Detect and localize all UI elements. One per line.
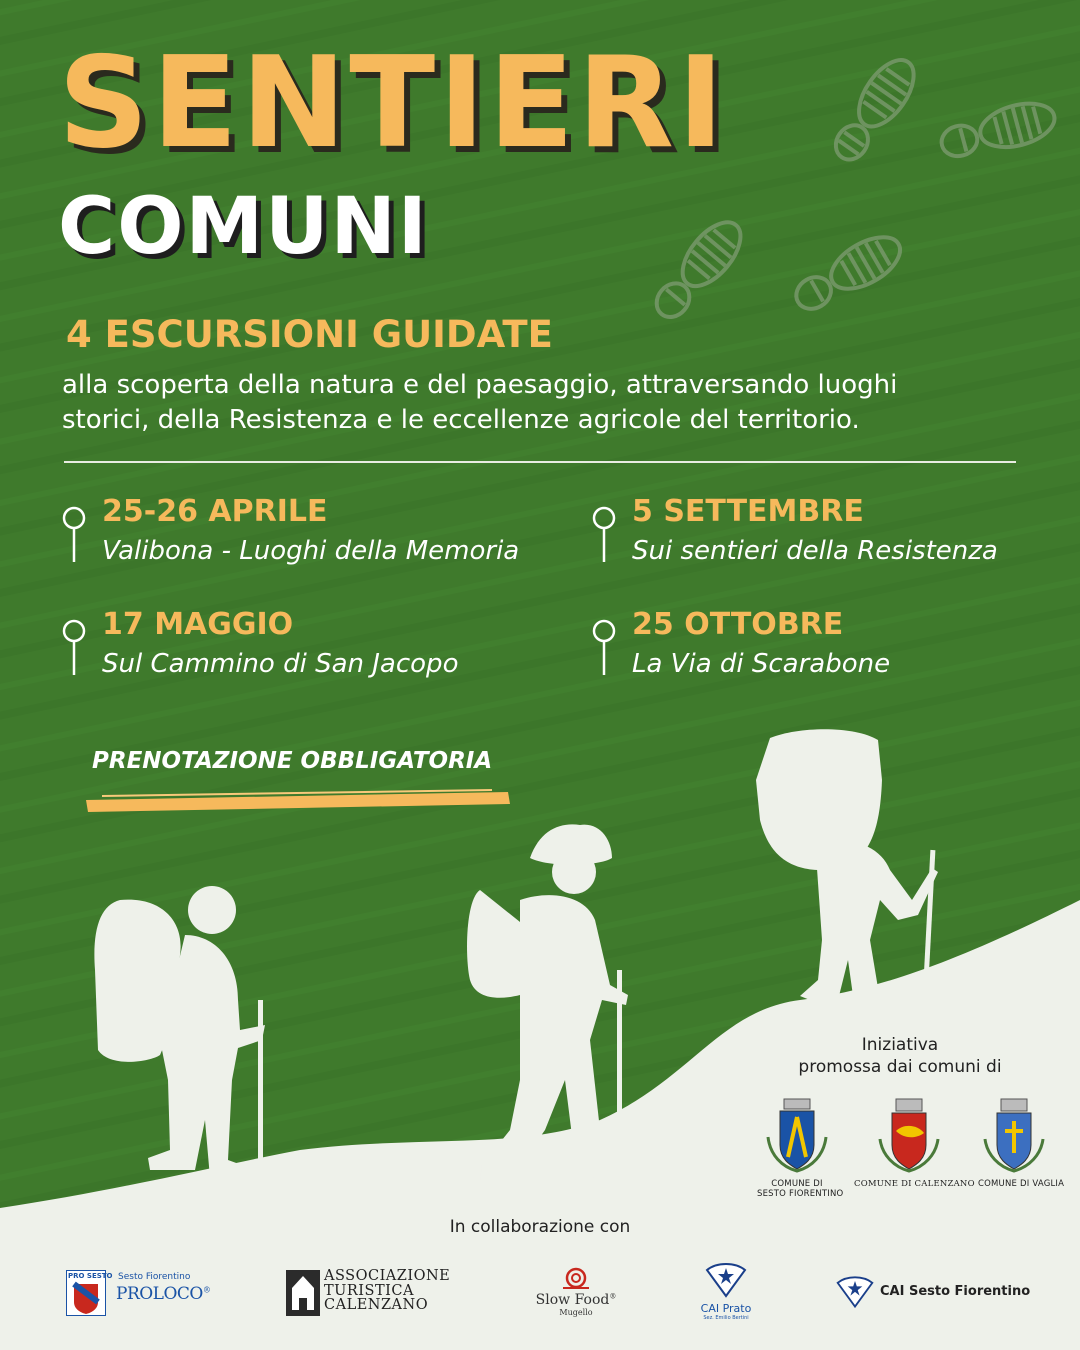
event-date: 25 OTTOBRE xyxy=(632,607,844,642)
snail-icon xyxy=(561,1266,591,1290)
logo-proloco xyxy=(66,1270,211,1320)
booking-notice: PRENOTAZIONE OBBLIGATORIA xyxy=(92,748,493,774)
logo-associazione xyxy=(286,1268,451,1320)
hiker-silhouette xyxy=(756,729,938,1012)
initiative-text xyxy=(760,1034,1040,1078)
slowfood-name: Slow Food® xyxy=(535,1292,617,1308)
associazione-line: CALENZANO xyxy=(324,1297,429,1313)
slowfood-sub: Mugello xyxy=(559,1308,593,1317)
proloco-name: PROLOCO® xyxy=(116,1284,211,1304)
municipality-sesto xyxy=(757,1097,844,1199)
event-place: Valibona - Luoghi della Memoria xyxy=(102,536,520,566)
logo-cai-sesto xyxy=(834,1273,1031,1313)
municipality-calenzano xyxy=(854,1097,975,1189)
event-place: La Via di Scarabone xyxy=(632,649,891,679)
crest-vaglia-icon xyxy=(979,1097,1049,1173)
cai-prato-sub: Sez. Emilio Bertini xyxy=(703,1315,749,1321)
initiative-line: Iniziativa xyxy=(861,1035,939,1055)
associazione-emblem-icon xyxy=(286,1270,320,1316)
municipality-label: COMUNE DI CALENZANO xyxy=(854,1179,975,1189)
event-place: Sul Cammino di San Jacopo xyxy=(102,649,459,679)
description-line: storici, della Resistenza e le eccellenze agricole del territorio. xyxy=(62,405,860,435)
municipality-label: COMUNE DI xyxy=(771,1179,823,1189)
crest-calenzano-icon xyxy=(874,1097,944,1173)
title-secondary: COMUNI xyxy=(58,182,429,272)
cai-prato-name: CAI Prato xyxy=(700,1302,752,1315)
initiative-line: promossa dai comuni di xyxy=(798,1057,1002,1077)
associazione-text xyxy=(324,1269,450,1313)
hiker-silhouette xyxy=(94,886,265,1180)
event-date: 5 SETTEMBRE xyxy=(632,494,864,529)
event-place: Sui sentieri della Resistenza xyxy=(632,536,998,566)
subtitle: 4 ESCURSIONI GUIDATE xyxy=(66,313,553,356)
logo-slowfood xyxy=(530,1266,622,1317)
proloco-badge: PRO SESTO xyxy=(68,1272,113,1280)
municipality-label: SESTO FIORENTINO xyxy=(757,1189,844,1199)
associazione-line: TURISTICA xyxy=(324,1282,414,1299)
event-date: 25-26 APRILE xyxy=(102,494,328,529)
municipality-vaglia xyxy=(978,1097,1065,1189)
crest-sesto-icon xyxy=(762,1097,832,1173)
description-line: alla scoperta della natura e del paesaggio, attraversando luoghi xyxy=(62,370,898,400)
cai-emblem-icon xyxy=(703,1260,749,1298)
cai-emblem-icon xyxy=(834,1273,876,1309)
event-date: 17 MAGGIO xyxy=(102,607,294,642)
proloco-small: Sesto Fiorentino xyxy=(118,1272,191,1282)
title-main: SENTIERI xyxy=(58,29,728,176)
logo-cai-prato xyxy=(694,1260,758,1321)
municipality-label: COMUNE DI VAGLIA xyxy=(978,1179,1065,1189)
associazione-line: ASSOCIAZIONE xyxy=(324,1268,451,1284)
cai-sesto-name: CAI Sesto Fiorentino xyxy=(880,1284,1031,1299)
collaboration-heading: In collaborazione con xyxy=(449,1217,631,1237)
